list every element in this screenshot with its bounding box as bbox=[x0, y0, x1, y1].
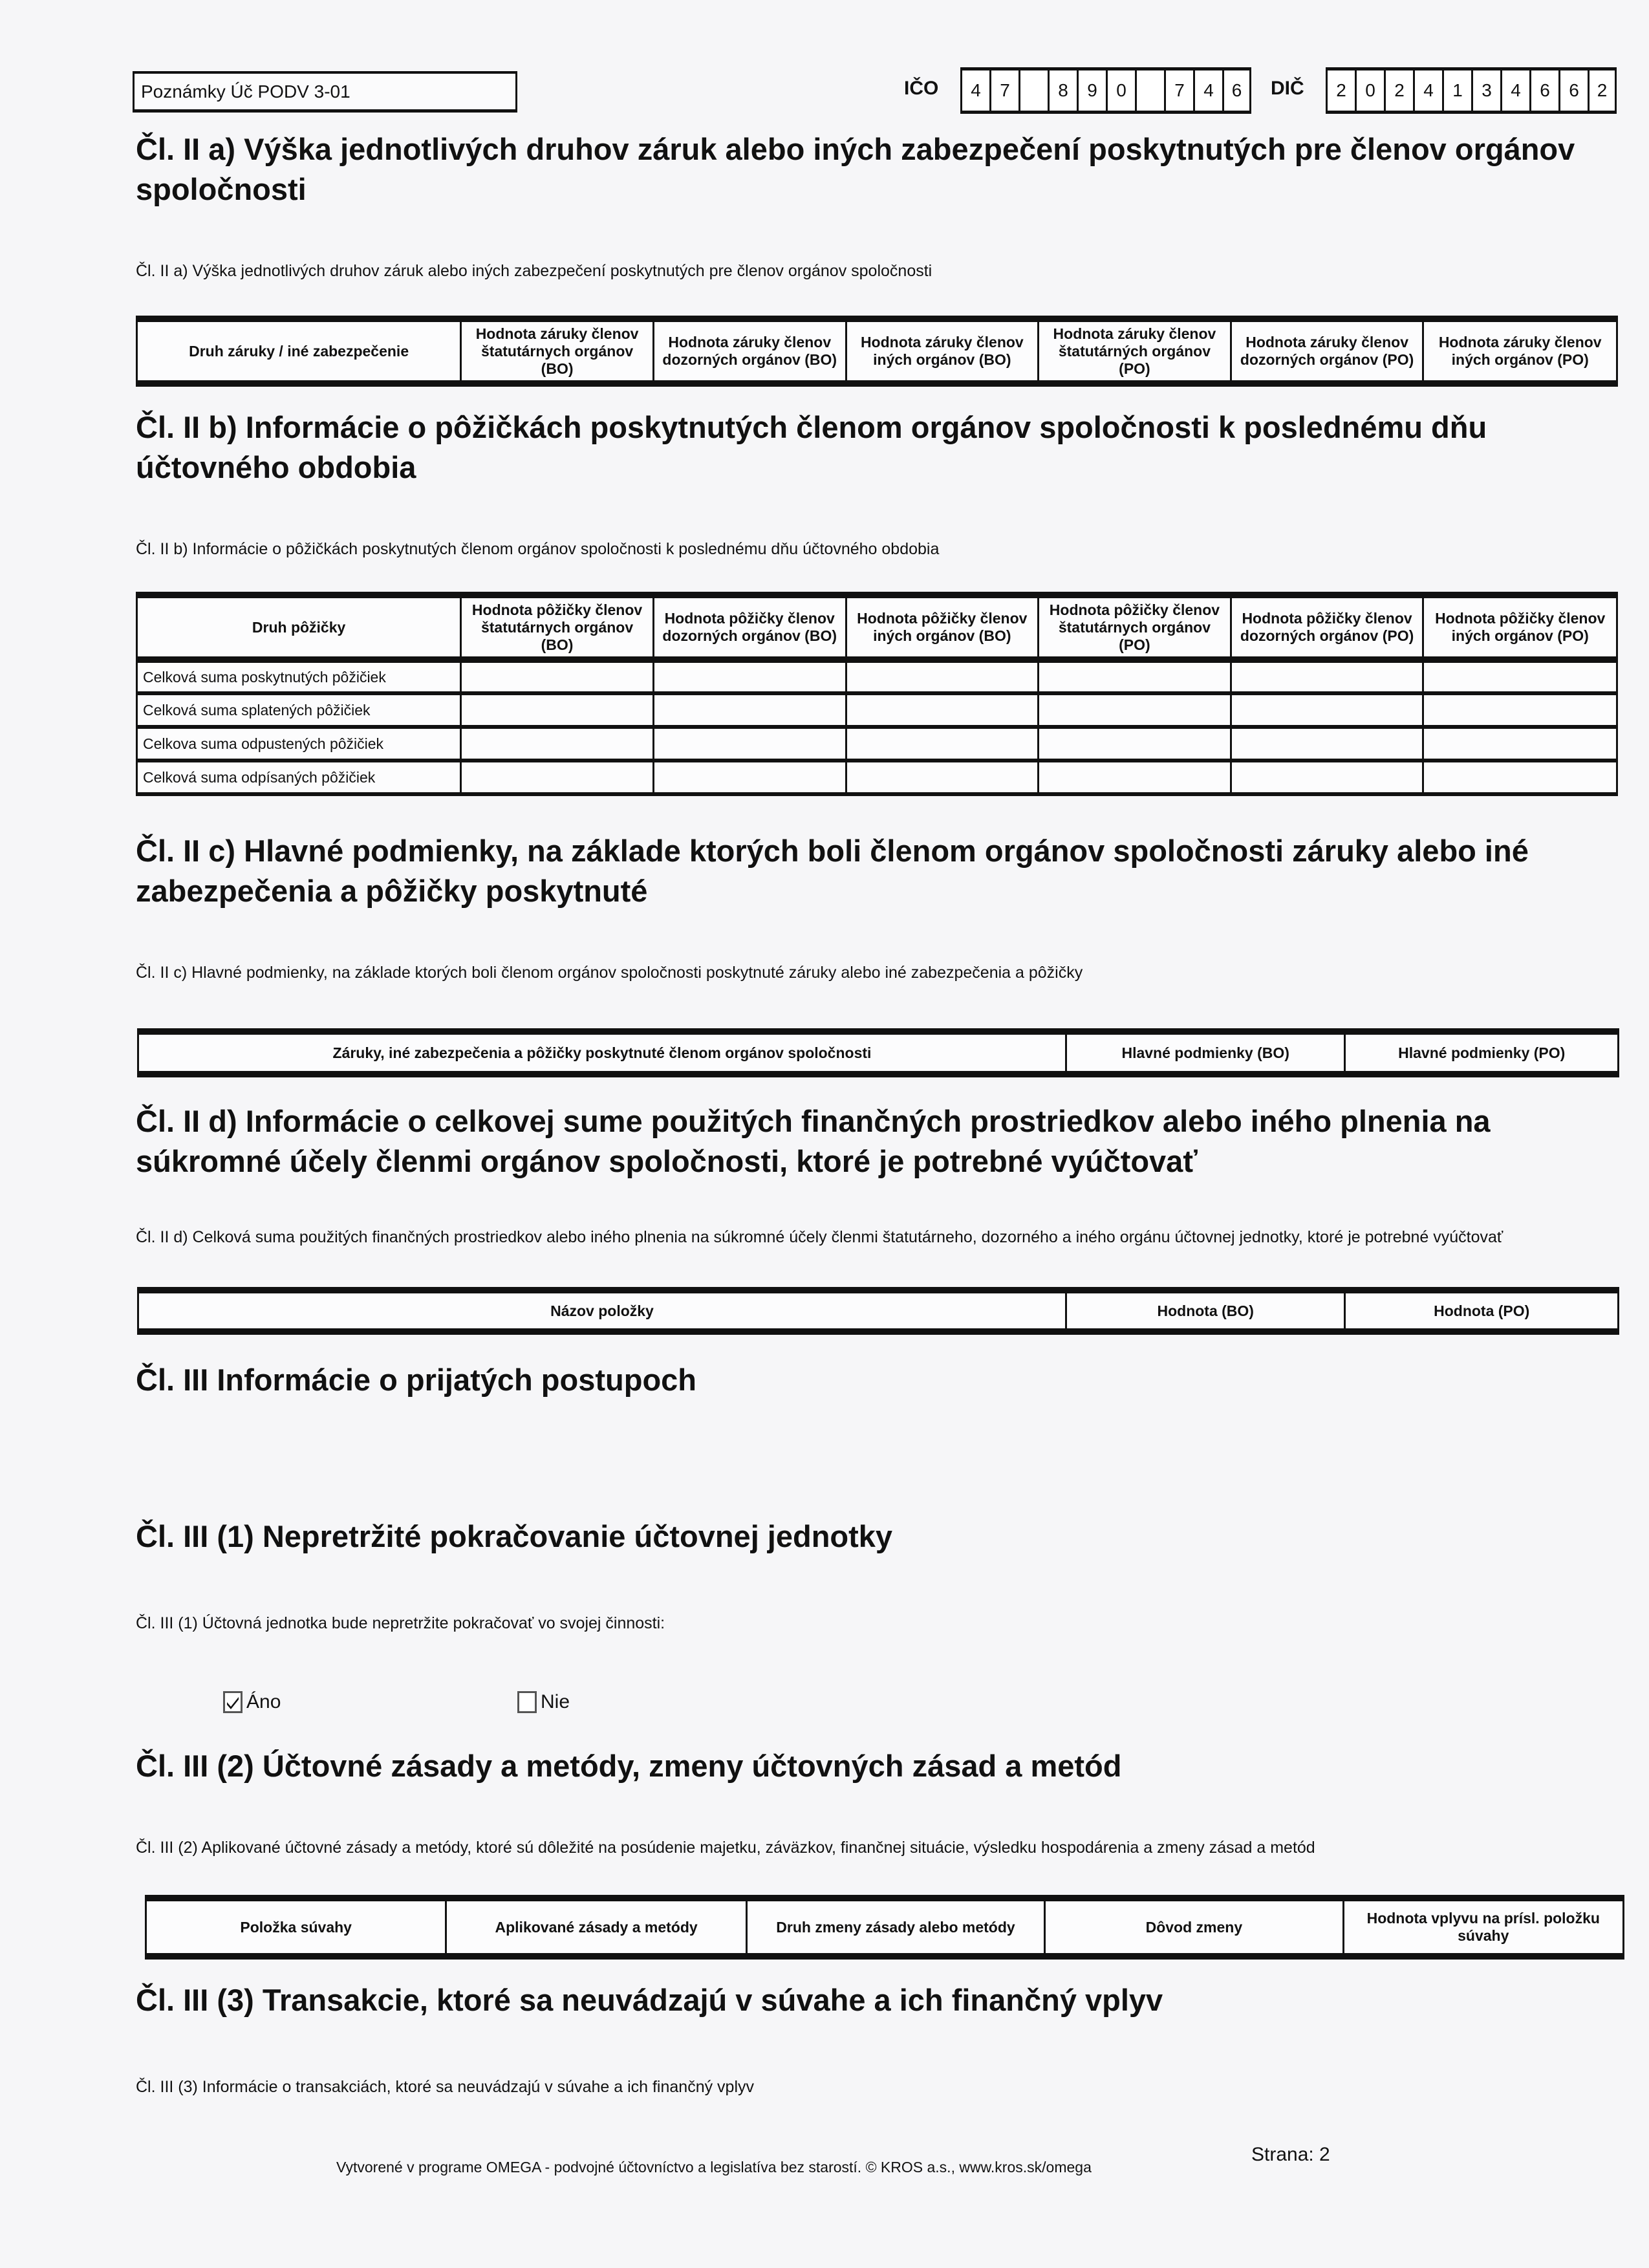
value-cell[interactable] bbox=[1039, 727, 1231, 761]
value-cell[interactable] bbox=[461, 660, 654, 693]
column-header: Hlavné podmienky (BO) bbox=[1066, 1031, 1345, 1074]
column-header: Hodnota záruky členov dozorných orgánov (PO) bbox=[1231, 319, 1423, 383]
option-ano[interactable] bbox=[223, 1691, 281, 1713]
value-cell[interactable] bbox=[653, 693, 846, 727]
section-3-2-title: Čl. III (2) Účtovné zásady a metódy, zmeny účtovných zásad a metód bbox=[136, 1749, 1122, 1783]
column-header: Hodnota (BO) bbox=[1066, 1290, 1345, 1332]
accounting-methods-table bbox=[145, 1895, 1624, 1960]
dic-digit: 6 bbox=[1558, 70, 1588, 111]
section-2d-title: Čl. II d) Informácie o celkovej sume použitých finančných prostriedkov alebo iného plnenia na súkromné účely členmi orgánov spoločnosti, ktoré je potrebné vyúčtovať bbox=[136, 1104, 1491, 1178]
column-header: Druh záruky / iné zabezpečenie bbox=[137, 319, 461, 383]
table-row bbox=[137, 693, 1617, 727]
ico-digit: 8 bbox=[1048, 70, 1077, 111]
dic-digit: 3 bbox=[1471, 70, 1500, 111]
section-3-3-subtitle: Čl. III (3) Informácie o transakciách, ktoré sa neuvádzajú v súvahe a ich finančný vplyv bbox=[136, 2078, 755, 2096]
section-3-1-title: Čl. III (1) Nepretržité pokračovanie účtovnej jednotky bbox=[136, 1519, 893, 1553]
footer-credit: Vytvorené v programe OMEGA - podvojné účtovníctvo a legislatíva bez starostí. © KROS a.s., www.kros.sk/omega bbox=[336, 2159, 1092, 2176]
section-3-2-subtitle: Čl. III (2) Aplikované účtovné zásady a metódy, ktoré sú dôležité na posúdenie majetku, záväzkov, finančnej situácie, výsledku hospodárenia a zmeny zásad a metód bbox=[136, 1839, 1315, 1857]
row-label: Celková suma odpísaných pôžičiek bbox=[137, 761, 461, 794]
row-label: Celkova suma odpustených pôžičiek bbox=[137, 727, 461, 761]
column-header: Hodnota pôžičky členov štatutárnych orgánov (PO) bbox=[1039, 595, 1231, 660]
section-3-3-title: Čl. III (3) Transakcie, ktoré sa neuvádzajú v súvahe a ich finančný vplyv bbox=[136, 1983, 1163, 2017]
column-header: Hodnota záruky členov iných orgánov (BO) bbox=[846, 319, 1039, 383]
value-cell[interactable] bbox=[1423, 660, 1617, 693]
private-use-table bbox=[137, 1287, 1619, 1335]
row-label: Celková suma poskytnutých pôžičiek bbox=[137, 660, 461, 693]
column-header: Druh zmeny zásady alebo metódy bbox=[746, 1898, 1044, 1956]
ico-digit: 7 bbox=[1164, 70, 1193, 111]
column-header: Záruky, iné zabezpečenia a pôžičky poskytnuté členom orgánov spoločnosti bbox=[138, 1031, 1066, 1074]
value-cell[interactable] bbox=[1231, 693, 1423, 727]
column-header: Hodnota vplyvu na prísl. položku súvahy bbox=[1343, 1898, 1623, 1956]
ico-digit: 6 bbox=[1222, 70, 1251, 111]
table-row bbox=[137, 660, 1617, 693]
column-header: Hlavné podmienky (PO) bbox=[1345, 1031, 1619, 1074]
dic-digit: 1 bbox=[1442, 70, 1471, 111]
column-header: Hodnota záruky členov štatutárnych orgánov (BO) bbox=[461, 319, 654, 383]
ico-digit: 7 bbox=[989, 70, 1018, 111]
section-2b-title: Čl. II b) Informácie o pôžičkách poskytnutých členom orgánov spoločnosti k poslednému dňu účtovného obdobia bbox=[136, 410, 1487, 484]
section-2c-subtitle: Čl. II c) Hlavné podmienky, na základe ktorých boli členom orgánov spoločnosti poskytnuté záruky alebo iné zabezpečenia a pôžičky bbox=[136, 964, 1083, 982]
ico-digit bbox=[1135, 70, 1164, 111]
conditions-table bbox=[137, 1028, 1619, 1077]
column-header: Aplikované zásady a metódy bbox=[446, 1898, 746, 1956]
column-header: Hodnota (PO) bbox=[1345, 1290, 1619, 1332]
dic-label: DIČ bbox=[1271, 78, 1304, 99]
column-header: Druh pôžičky bbox=[137, 595, 461, 660]
value-cell[interactable] bbox=[1039, 693, 1231, 727]
value-cell[interactable] bbox=[461, 727, 654, 761]
value-cell[interactable] bbox=[1231, 727, 1423, 761]
value-cell[interactable] bbox=[1039, 761, 1231, 794]
form-code-box bbox=[133, 71, 517, 113]
section-3-title: Čl. III Informácie o prijatých postupoch bbox=[136, 1363, 696, 1397]
value-cell[interactable] bbox=[653, 727, 846, 761]
value-cell[interactable] bbox=[1423, 693, 1617, 727]
ico-digit bbox=[1018, 70, 1048, 111]
section-2a-title: Čl. II a) Výška jednotlivých druhov záruk alebo iných zabezpečení poskytnutých pre členov orgánov spoločnosti bbox=[136, 132, 1575, 206]
table-row bbox=[137, 727, 1617, 761]
column-header: Hodnota záruky členov iných orgánov (PO) bbox=[1423, 319, 1617, 383]
ico-digit: 4 bbox=[1193, 70, 1222, 111]
ico-label: IČO bbox=[904, 78, 939, 99]
column-header: Hodnota záruky členov štatutárných orgánov (PO) bbox=[1039, 319, 1231, 383]
value-cell[interactable] bbox=[1423, 727, 1617, 761]
dic-digit: 6 bbox=[1529, 70, 1558, 111]
ico-digit: 0 bbox=[1106, 70, 1135, 111]
section-2c-title: Čl. II c) Hlavné podmienky, na základe ktorých boli členom orgánov spoločnosti záruky alebo iné zabezpečenia a pôžičky poskytnuté bbox=[136, 834, 1529, 908]
column-header: Hodnota pôžičky členov dozorných orgánov (PO) bbox=[1231, 595, 1423, 660]
checkbox-ano[interactable] bbox=[223, 1691, 242, 1713]
value-cell[interactable] bbox=[461, 693, 654, 727]
value-cell[interactable] bbox=[846, 761, 1039, 794]
guarantees-table bbox=[136, 316, 1618, 387]
column-header: Dôvod zmeny bbox=[1045, 1898, 1343, 1956]
column-header: Hodnota pôžičky členov iných orgánov (BO) bbox=[846, 595, 1039, 660]
column-header: Položka súvahy bbox=[146, 1898, 446, 1956]
option-label: Nie bbox=[541, 1691, 570, 1712]
option-label: Áno bbox=[246, 1691, 281, 1712]
value-cell[interactable] bbox=[846, 727, 1039, 761]
loans-table bbox=[136, 592, 1618, 796]
column-header: Hodnota záruky členov dozorných orgánov (BO) bbox=[653, 319, 846, 383]
column-header: Hodnota pôžičky členov iných orgánov (PO) bbox=[1423, 595, 1617, 660]
column-header: Hodnota pôžičky členov štatutárnych orgánov (BO) bbox=[461, 595, 654, 660]
ico-field bbox=[960, 67, 1251, 114]
checkmark-icon bbox=[225, 1694, 241, 1710]
value-cell[interactable] bbox=[653, 660, 846, 693]
ico-digit: 9 bbox=[1077, 70, 1106, 111]
section-3-1-subtitle: Čl. III (1) Účtovná jednotka bude nepretržite pokračovať vo svojej činnosti: bbox=[136, 1614, 665, 1632]
value-cell[interactable] bbox=[846, 693, 1039, 727]
value-cell[interactable] bbox=[846, 660, 1039, 693]
checkbox-nie[interactable] bbox=[517, 1691, 537, 1713]
value-cell[interactable] bbox=[653, 761, 846, 794]
dic-digit: 4 bbox=[1500, 70, 1529, 111]
dic-digit: 0 bbox=[1355, 70, 1384, 111]
form-code: Poznámky Úč PODV 3-01 bbox=[141, 81, 350, 102]
dic-digit: 2 bbox=[1588, 70, 1617, 111]
ico-digit: 4 bbox=[960, 70, 989, 111]
section-2b-subtitle: Čl. II b) Informácie o pôžičkách poskytnutých členom orgánov spoločnosti k poslednému dňu účtovného obdobia bbox=[136, 540, 940, 558]
dic-digit: 2 bbox=[1384, 70, 1413, 111]
column-header: Názov položky bbox=[138, 1290, 1066, 1332]
row-label: Celková suma splatených pôžičiek bbox=[137, 693, 461, 727]
section-2a-subtitle: Čl. II a) Výška jednotlivých druhov záruk alebo iných zabezpečení poskytnutých pre členov orgánov spoločnosti bbox=[136, 262, 932, 280]
dic-digit: 2 bbox=[1326, 70, 1355, 111]
value-cell[interactable] bbox=[1231, 660, 1423, 693]
table-row bbox=[137, 761, 1617, 794]
column-header: Hodnota pôžičky členov dozorných orgánov (BO) bbox=[653, 595, 846, 660]
value-cell[interactable] bbox=[1039, 660, 1231, 693]
option-nie[interactable] bbox=[517, 1691, 570, 1713]
value-cell[interactable] bbox=[1231, 761, 1423, 794]
value-cell[interactable] bbox=[1423, 761, 1617, 794]
page-number: Strana: 2 bbox=[1251, 2144, 1330, 2165]
dic-digit: 4 bbox=[1413, 70, 1442, 111]
dic-field bbox=[1326, 67, 1617, 114]
section-2d-subtitle: Čl. II d) Celková suma použitých finančných prostriedkov alebo iného plnenia na súkromné účely členmi štatutárneho, dozorného a iného orgánu účtovnej jednotky, ktoré je potrebné vyúčtovať bbox=[136, 1228, 1503, 1246]
value-cell[interactable] bbox=[461, 761, 654, 794]
